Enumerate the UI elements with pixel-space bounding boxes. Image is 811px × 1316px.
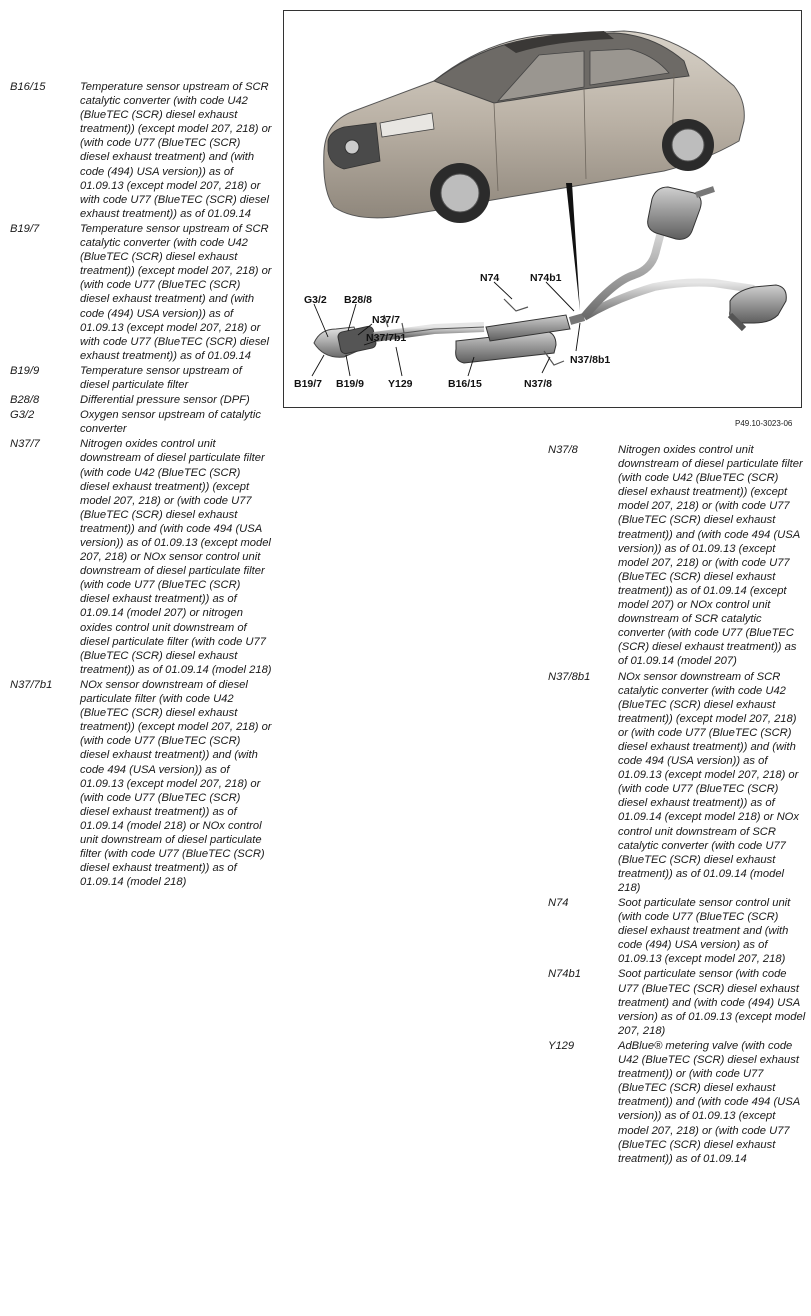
legend-code: B28/8 <box>10 394 40 407</box>
label-b19-7: B19/7 <box>294 378 323 390</box>
legend-code: B19/7 <box>10 222 40 235</box>
legend-code: B16/15 <box>10 81 46 93</box>
legend-description: Temperature sensor upstream of diesel particulate filter <box>80 364 242 391</box>
legend-code: B19/9 <box>10 364 40 377</box>
car-illustration <box>324 31 745 311</box>
legend-description: NOx sensor downstream of SCR catalytic converter (with code U42 (BlueTEC (SCR) diesel exhaust treatment)) (except model 207, 218) or (with code U77 (BlueTEC (SCR) diesel exhaust treatment)) and (with code 494 (USA version)) as of 01.09.13 (except model 207, 218) or (with code U77 (BlueTEC (SCR) diesel exhaust treatment)) as of 01.09.14 (except model 218) or NOx control unit downstream of SCR catalytic converter (with code U77 (BlueTEC (SCR) diesel exhaust treatment)) as of 01.09.14 (model 218) <box>618 670 799 894</box>
legend-entry <box>548 967 808 1037</box>
label-n37-7b1: N37/7b1 <box>366 332 407 344</box>
legend-description: Soot particulate sensor (with code U77 (BlueTEC (SCR) diesel exhaust treatment) and (with code (494) USA version) as of 01.09.13 (except model 207, 218) <box>618 968 806 1037</box>
label-n74: N74 <box>480 272 500 284</box>
legend-code: N37/8 <box>548 444 578 456</box>
legend-code: Y129 <box>548 1039 575 1052</box>
label-n37-7: N37/7 <box>372 314 401 326</box>
legend-entry <box>548 896 808 966</box>
label-b28-8: B28/8 <box>344 294 373 306</box>
figure-id: P49.10-3023-06 <box>735 419 793 428</box>
legend-description: Differential pressure sensor (DPF) <box>80 394 250 407</box>
label-y129: Y129 <box>388 378 413 390</box>
legend-description: Temperature sensor upstream of SCR catalytic converter (with code U42 (BlueTEC (SCR) diesel exhaust treatment)) (except model 207, 218) or (with code U77 (BlueTEC (SCR) diesel exhaust treatment) and (with code (494) USA version)) as of 01.09.13 (except model 207, 218) or with code U77 (BlueTEC (SCR) diesel exhaust treatment)) as of 01.09.14 <box>80 81 272 220</box>
legend-entry <box>10 408 272 436</box>
legend-description: NOx sensor downstream of diesel particulate filter (with code U42 (BlueTEC (SCR) diesel exhaust treatment)) (except model 207, 218) or (with code U77 (BlueTEC (SCR) diesel exhaust treatment)) and (with code 494 (USA version)) as of 01.09.13 (except model 207, 218) or (with code U77 (BlueTEC (SCR) diesel exhaust treatment)) as of 01.09.14 (model 218) or NOx control unit downstream of diesel particulate filter (with code U77 (BlueTEC (SCR) diesel exhaust treatment)) as of 01.09.14 (model 218) <box>80 678 272 889</box>
label-g3-2: G3/2 <box>304 294 327 306</box>
legend-description: AdBlue® metering valve (with code U42 (BlueTEC (SCR) diesel exhaust treatment)) or (with code U77 (BlueTEC (SCR) diesel exhaust treatment)) and (with code 494 (USA version)) as of 01.09.13 (except model 207, 218) or (with code U77 (BlueTEC (SCR) diesel exhaust treatment)) as of 01.09.14 <box>618 1039 800 1165</box>
legend-entry <box>10 364 272 392</box>
legend-code: N37/8b1 <box>548 670 591 683</box>
legend-entry <box>10 437 272 677</box>
legend-code: G3/2 <box>10 409 35 422</box>
label-n37-8b1: N37/8b1 <box>570 354 611 366</box>
legend-entry <box>10 393 272 407</box>
legend-entry <box>10 80 272 221</box>
legend-left <box>10 80 272 890</box>
legend-entry <box>548 1039 808 1166</box>
label-n37-8: N37/8 <box>524 378 553 390</box>
label-b16-15: B16/15 <box>448 378 482 390</box>
legend-description: Nitrogen oxides control unit downstream of diesel particulate filter (with code U42 (BlueTEC (SCR) diesel exhaust treatment)) (except model 207, 218) or (with code U77 (BlueTEC (SCR) diesel exhaust treatment)) and (with code 494 (USA version)) as of 01.09.13 (except model 207, 218) or (with code U77 (BlueTEC (SCR) diesel exhaust treatment)) as of 01.09.14 (except model 207) or NOx control unit downstream of SCR catalytic converter (with code U77 (BlueTEC (SCR) diesel exhaust treatment)) as of 01.09.14 (model 207) <box>618 444 803 668</box>
legend-description: Temperature sensor upstream of SCR catalytic converter (with code U42 (BlueTEC (SCR) diesel exhaust treatment)) (except model 207, 218) or (with code U77 (BlueTEC (SCR) diesel exhaust treatment) and (with code (494) USA version)) as of 01.09.13 (except model 207, 218) or with code U77 (BlueTEC (SCR) diesel exhaust treatment)) as of 01.09.14 <box>80 222 272 362</box>
legend-description: Soot particulate sensor control unit (with code U77 (BlueTEC (SCR) diesel exhaust treatment and (with code (494) USA version) as of 01.09.13 (except model 207, 218) <box>618 897 791 966</box>
exhaust-diagram <box>284 11 801 407</box>
legend-description: Nitrogen oxides control unit downstream of diesel particulate filter (with code U42 (BlueTEC (SCR) diesel exhaust treatment)) (except model 207, 218) or (with code U77 (BlueTEC (SCR) diesel exhaust treatment)) and (with code 494 (USA version)) as of 01.09.13 (except model 207, 218) or NOx sensor control unit downstream of diesel particulate filter (with code U77 (BlueTEC (SCR) diesel exhaust treatment)) as of 01.09.14 (model 207) or nitrogen oxides control unit downstream of diesel particulate filter (with code U77 (BlueTEC (SCR) diesel exhaust treatment)) as of 01.09.14 (model 218) <box>80 438 272 676</box>
exhaust-system-figure <box>283 10 802 408</box>
label-n74b1: N74b1 <box>530 272 562 284</box>
legend-entry <box>548 670 808 896</box>
label-b19-9: B19/9 <box>336 378 365 390</box>
legend-entry <box>10 678 272 889</box>
legend-entry <box>548 443 808 669</box>
legend-entry <box>10 222 272 363</box>
legend-code: N74b1 <box>548 968 581 981</box>
legend-right <box>548 443 808 1167</box>
legend-description: Oxygen sensor upstream of catalytic converter <box>80 409 261 436</box>
legend-code: N37/7b1 <box>10 678 53 691</box>
legend-code: N37/7 <box>10 438 40 451</box>
legend-code: N74 <box>548 897 569 909</box>
